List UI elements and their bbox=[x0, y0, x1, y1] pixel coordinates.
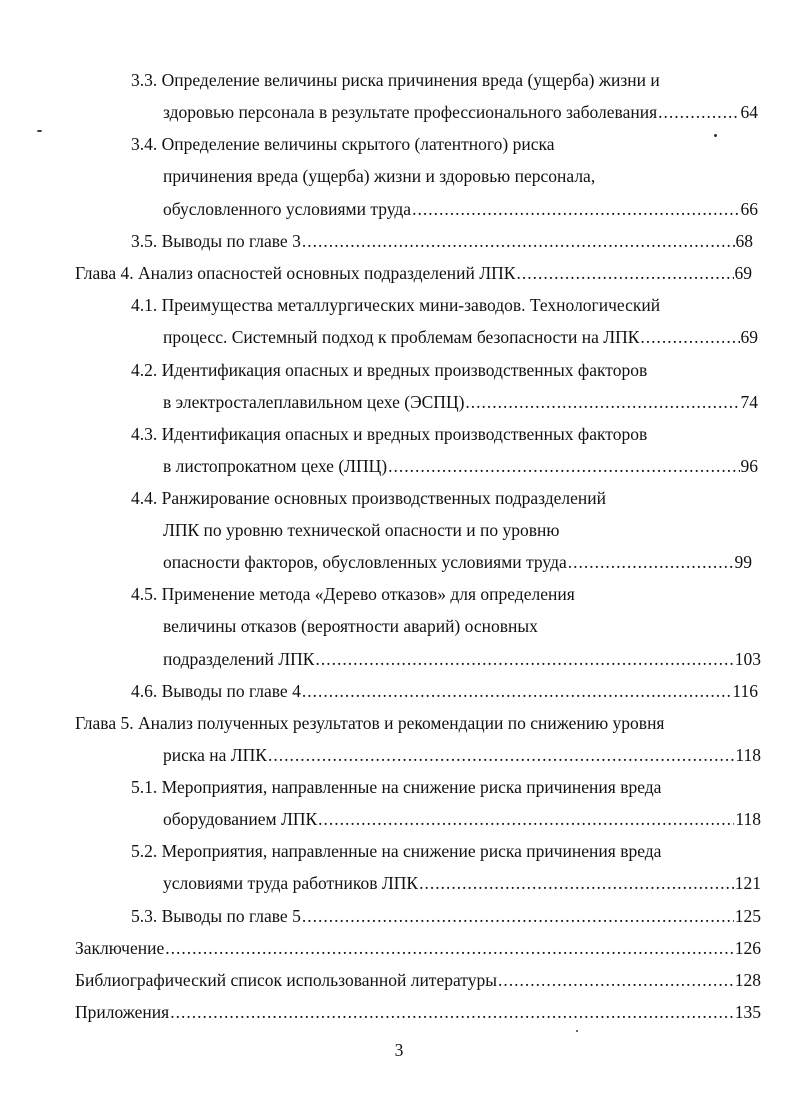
toc-entry bbox=[163, 518, 559, 542]
toc-entry-page: 125 bbox=[734, 906, 761, 926]
toc-leader-dots bbox=[658, 100, 739, 124]
toc-entry-text: процесс. Системный подход к проблемам безопасности на ЛПК bbox=[163, 327, 640, 347]
toc-entry-text: Глава 4. Анализ опасностей основных подразделений ЛПК bbox=[75, 263, 516, 283]
scan-speck bbox=[714, 134, 717, 137]
toc-entry-text: 5.3. Выводы по главе 5 bbox=[131, 906, 301, 926]
toc-entry-page: 64 bbox=[740, 102, 758, 122]
toc-entry-page: 118 bbox=[735, 745, 761, 765]
toc-leader-dots bbox=[465, 390, 739, 414]
toc-entry-text: Глава 5. Анализ полученных результатов и рекомендации по снижению уровня bbox=[75, 713, 665, 733]
toc-entry bbox=[163, 100, 758, 124]
toc-leader-dots bbox=[516, 261, 733, 285]
toc-entry-text: обусловленного условиями труда bbox=[163, 199, 412, 219]
toc-entry-text: причинения вреда (ущерба) жизни и здоровью персонала, bbox=[163, 166, 596, 186]
toc-entry bbox=[131, 582, 575, 606]
toc-entry bbox=[163, 454, 758, 478]
toc-chapter-entry bbox=[75, 261, 752, 285]
toc-chapter-entry bbox=[75, 711, 664, 735]
toc-leader-dots bbox=[268, 743, 734, 767]
toc-entry-text: ЛПК по уровню технической опасности и по уровню bbox=[163, 520, 560, 540]
toc-entry bbox=[131, 775, 661, 799]
toc-leader-dots bbox=[388, 454, 739, 478]
toc-entry bbox=[163, 197, 758, 221]
toc-entry bbox=[131, 229, 753, 253]
toc-entry-text: величины отказов (вероятности аварий) основных bbox=[163, 616, 538, 636]
toc-entry-page: 68 bbox=[735, 231, 753, 251]
toc-entry-page: 135 bbox=[734, 1002, 761, 1022]
toc-entry-text: 3.4. Определение величины скрытого (латентного) риска bbox=[131, 134, 555, 154]
toc-entry-text: Заключение bbox=[75, 938, 165, 958]
toc-entry-page: 69 bbox=[734, 263, 752, 283]
toc-leader-dots bbox=[315, 647, 733, 671]
scan-speck bbox=[37, 130, 42, 132]
toc-entry bbox=[163, 390, 758, 414]
toc-entry-text: 4.5. Применение метода «Дерево отказов» для определения bbox=[131, 584, 575, 604]
toc-entry bbox=[163, 614, 538, 638]
toc-entry-page: 74 bbox=[740, 392, 758, 412]
toc-entry-page: 126 bbox=[734, 938, 761, 958]
toc-entry bbox=[131, 679, 758, 703]
toc-entry bbox=[131, 904, 761, 928]
toc-leader-dots bbox=[165, 936, 734, 960]
toc-entry-page: 66 bbox=[740, 199, 758, 219]
toc-leader-dots bbox=[640, 325, 739, 349]
toc-leader-dots bbox=[412, 197, 739, 221]
toc-entry-page: 103 bbox=[734, 649, 761, 669]
toc-entry-text: Приложения bbox=[75, 1002, 170, 1022]
toc-entry bbox=[163, 325, 758, 349]
toc-entry-text: 4.2. Идентификация опасных и вредных производственных факторов bbox=[131, 360, 648, 380]
toc-entry bbox=[131, 68, 660, 92]
toc-entry-text: условиями труда работников ЛПК bbox=[163, 873, 419, 893]
toc-entry-text: риска на ЛПК bbox=[163, 745, 267, 765]
page-number: 3 bbox=[394, 1040, 404, 1060]
toc-entry bbox=[131, 839, 661, 863]
toc-entry-text: Библиографический список использованной литературы bbox=[75, 970, 497, 990]
toc-entry-page: 128 bbox=[734, 970, 761, 990]
toc-entry-text: подразделений ЛПК bbox=[163, 649, 315, 669]
toc-entry bbox=[163, 164, 595, 188]
toc-entry bbox=[163, 647, 761, 671]
toc-entry-text: оборудованием ЛПК bbox=[163, 809, 318, 829]
toc-entry-text: 4.4. Ранжирование основных производственных подразделений bbox=[131, 488, 606, 508]
toc-entry bbox=[163, 550, 752, 574]
toc-entry-text: 4.3. Идентификация опасных и вредных производственных факторов bbox=[131, 424, 648, 444]
toc-entry-text: 4.1. Преимущества металлургических мини-заводов. Технологический bbox=[131, 295, 661, 315]
toc-entry-text: в электросталеплавильном цехе (ЭСПЦ) bbox=[163, 392, 465, 412]
toc-entry bbox=[75, 1000, 761, 1024]
toc-entry-text: опасности факторов, обусловленных условиями труда bbox=[163, 552, 567, 572]
toc-entry bbox=[131, 132, 554, 156]
toc-leader-dots bbox=[170, 1000, 734, 1024]
toc-entry-text: в листопрокатном цехе (ЛПЦ) bbox=[163, 456, 388, 476]
toc-entry-text: здоровью персонала в результате профессионального заболевания bbox=[163, 102, 658, 122]
toc-entry bbox=[131, 486, 606, 510]
toc-entry-text: 3.3. Определение величины риска причинения вреда (ущерба) жизни и bbox=[131, 70, 660, 90]
toc-entry bbox=[163, 871, 761, 895]
toc-entry bbox=[163, 743, 761, 767]
toc-entry-page: 116 bbox=[732, 681, 758, 701]
toc-entry-text: 3.5. Выводы по главе 3 bbox=[131, 231, 301, 251]
toc-entry-text: 5.2. Мероприятия, направленные на снижение риска причинения вреда bbox=[131, 841, 662, 861]
toc-leader-dots bbox=[318, 807, 734, 831]
toc-entry-page: 96 bbox=[740, 456, 758, 476]
toc-entry bbox=[163, 807, 761, 831]
toc-entry bbox=[75, 936, 761, 960]
toc-entry bbox=[131, 422, 647, 446]
toc-entry-page: 121 bbox=[734, 873, 761, 893]
toc-entry-page: 99 bbox=[734, 552, 752, 572]
toc-entry-text: 4.6. Выводы по главе 4 bbox=[131, 681, 301, 701]
toc-leader-dots bbox=[302, 679, 732, 703]
toc-entry bbox=[131, 293, 660, 317]
toc-entry-text: 5.1. Мероприятия, направленные на снижение риска причинения вреда bbox=[131, 777, 662, 797]
toc-leader-dots bbox=[498, 968, 734, 992]
toc-entry bbox=[75, 968, 761, 992]
toc-leader-dots bbox=[302, 229, 735, 253]
toc-entry-page: 118 bbox=[735, 809, 761, 829]
toc-entry bbox=[131, 358, 647, 382]
scan-speck bbox=[576, 1030, 578, 1032]
toc-entry-page: 69 bbox=[740, 327, 758, 347]
toc-leader-dots bbox=[568, 550, 734, 574]
toc-leader-dots bbox=[419, 871, 734, 895]
toc-leader-dots bbox=[302, 904, 734, 928]
